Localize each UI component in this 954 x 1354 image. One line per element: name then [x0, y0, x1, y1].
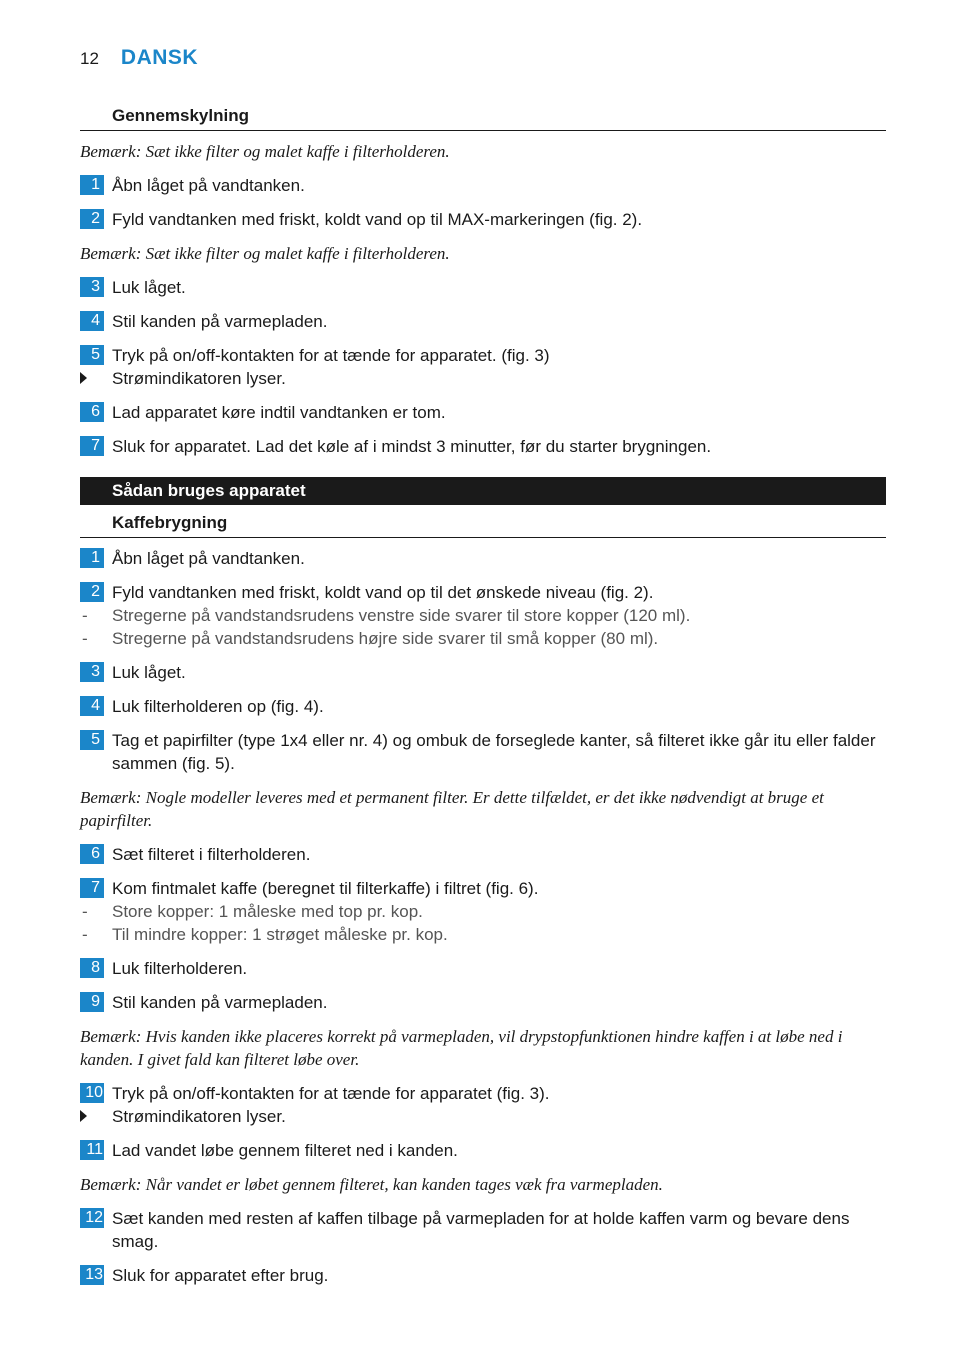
step-number: 7 — [80, 878, 104, 898]
brew-note-1: Bemærk: Nogle modeller leveres med et permanent filter. Er dette tilfældet, er det ikke nødvendigt at bruge et papirfilter. — [80, 788, 824, 830]
brew-step-6 — [80, 843, 886, 866]
step-text: Kom fintmalet kaffe (beregnet til filterkaffe) i filtret (fig. 6). — [112, 879, 539, 898]
step-text: Sluk for apparatet efter brug. — [112, 1266, 329, 1285]
language-title: DANSK — [120, 46, 199, 69]
step-text: Lad apparatet køre indtil vandtanken er tom. — [112, 403, 446, 422]
step-number: 12 — [80, 1208, 104, 1228]
brew-step-13 — [80, 1264, 886, 1287]
brew-note-2: Bemærk: Hvis kanden ikke placeres korrekt på varmepladen, vil drypstopfunktionen hindre kaffen i at løbe ned i kanden. I givet fald kan filteret løbe over. — [80, 1027, 843, 1069]
dash-bullet: - — [82, 606, 88, 625]
step-text: Sæt filteret i filterholderen. — [112, 845, 311, 864]
brew-note-3: Bemærk: Når vandet er løbet gennem filteret, kan kanden tages væk fra varmepladen. — [80, 1175, 663, 1194]
rinse-step-6 — [80, 401, 886, 424]
step-number: 3 — [80, 277, 104, 297]
step-number: 6 — [80, 844, 104, 864]
page-number: 12 — [80, 49, 99, 68]
step-number: 5 — [80, 730, 104, 750]
step-text: Luk låget. — [112, 663, 186, 682]
result-text: Strømindikatoren lyser. — [112, 369, 286, 388]
step-number: 13 — [80, 1265, 104, 1285]
result-text: Strømindikatoren lyser. — [112, 1107, 286, 1126]
step-number: 8 — [80, 958, 104, 978]
step-text: Sæt kanden med resten af kaffen tilbage på varmepladen for at holde kaffen varm og bevare dens smag. — [112, 1209, 850, 1251]
result-arrow-icon — [80, 372, 87, 384]
step-text: Tryk på on/off-kontakten for at tænde for apparatet (fig. 3). — [112, 1084, 550, 1103]
brew-step-12 — [80, 1207, 886, 1253]
step-number: 1 — [80, 175, 104, 195]
step-number: 11 — [80, 1140, 104, 1160]
rinse-step-4 — [80, 310, 886, 333]
rinse-note-1: Bemærk: Sæt ikke filter og malet kaffe i filterholderen. — [80, 142, 450, 161]
rinse-step-2 — [80, 208, 886, 231]
step-text: Lad vandet løbe gennem filteret ned i kanden. — [112, 1141, 458, 1160]
step-number: 2 — [80, 209, 104, 229]
step-text: Stil kanden på varmepladen. — [112, 312, 328, 331]
brew-step-5 — [80, 729, 886, 775]
step-number: 3 — [80, 662, 104, 682]
step-number: 10 — [80, 1083, 104, 1103]
step-text: Stil kanden på varmepladen. — [112, 993, 328, 1012]
brew-step-1 — [80, 547, 886, 570]
step-text: Tryk på on/off-kontakten for at tænde for apparatet. (fig. 3) — [112, 346, 550, 365]
result-arrow-icon — [80, 1110, 87, 1122]
brew-sub-2b — [80, 627, 886, 650]
step-text: Luk filterholderen. — [112, 959, 248, 978]
step-text: Luk filterholderen op (fig. 4). — [112, 697, 324, 716]
brew-step-4 — [80, 695, 886, 718]
brew-step-11 — [80, 1139, 886, 1162]
rinse-note-2: Bemærk: Sæt ikke filter og malet kaffe i filterholderen. — [80, 244, 450, 263]
rinse-step-7 — [80, 435, 886, 458]
step-text: Fyld vandtanken med friskt, koldt vand op til MAX-markeringen (fig. 2). — [112, 210, 643, 229]
sub-text: Stregerne på vandstandsrudens venstre side svarer til store kopper (120 ml). — [112, 606, 691, 625]
step-number: 7 — [80, 436, 104, 456]
sub-text: Stregerne på vandstandsrudens højre side svarer til små kopper (80 ml). — [112, 629, 659, 648]
step-number: 4 — [80, 311, 104, 331]
sub-text: Store kopper: 1 måleske med top pr. kop. — [112, 902, 423, 921]
step-text: Åbn låget på vandtanken. — [112, 549, 305, 568]
step-text: Fyld vandtanken med friskt, koldt vand op til det ønskede niveau (fig. 2). — [112, 583, 654, 602]
rinse-heading: Gennemskylning — [80, 104, 886, 131]
dash-bullet: - — [82, 629, 88, 648]
brew-step-8 — [80, 957, 886, 980]
step-number: 5 — [80, 345, 104, 365]
dash-bullet: - — [82, 925, 88, 944]
step-number: 2 — [80, 582, 104, 602]
step-number: 1 — [80, 548, 104, 568]
page-header — [80, 46, 198, 76]
brew-result-10 — [80, 1105, 886, 1128]
rinse-step-1 — [80, 174, 886, 197]
rinse-result-5 — [80, 367, 886, 390]
usage-section-bar: Sådan bruges apparatet — [80, 477, 886, 505]
sub-text: Til mindre kopper: 1 strøget måleske pr. kop. — [112, 925, 448, 944]
brew-step-7 — [80, 877, 886, 900]
step-text: Åbn låget på vandtanken. — [112, 176, 305, 195]
rinse-step-5 — [80, 344, 886, 367]
brew-step-9 — [80, 991, 886, 1014]
page-content — [80, 104, 886, 1287]
step-number: 9 — [80, 992, 104, 1012]
brew-sub-7a — [80, 900, 886, 923]
brew-sub-7b — [80, 923, 886, 946]
step-text: Tag et papirfilter (type 1x4 eller nr. 4) og ombuk de forseglede kanter, så filteret ikke går itu eller falder sammen (fig. 5). — [112, 731, 876, 773]
step-number: 4 — [80, 696, 104, 716]
step-number: 6 — [80, 402, 104, 422]
brewing-heading: Kaffebrygning — [80, 511, 886, 538]
brew-step-2 — [80, 581, 886, 604]
brew-step-10 — [80, 1082, 886, 1105]
brew-sub-2a — [80, 604, 886, 627]
step-text: Sluk for apparatet. Lad det køle af i mindst 3 minutter, før du starter brygningen. — [112, 437, 712, 456]
step-text: Luk låget. — [112, 278, 186, 297]
rinse-step-3 — [80, 276, 886, 299]
brew-step-3 — [80, 661, 886, 684]
dash-bullet: - — [82, 902, 88, 921]
